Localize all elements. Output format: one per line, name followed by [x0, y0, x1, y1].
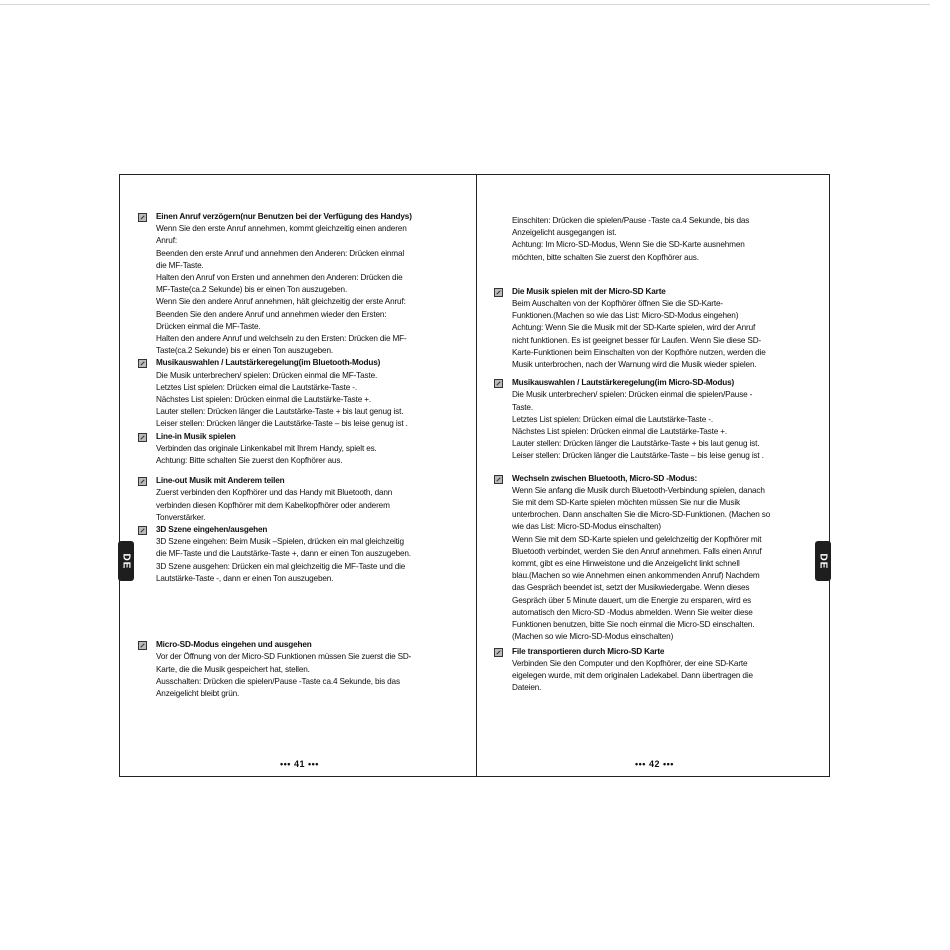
text-line: Funktionen.(Machen so wie das List: Micro-SD-Modus eingehen) [512, 311, 739, 321]
text-line: wie das List: Micro-SD-Modus einschalten) [512, 522, 662, 532]
text-line: Leiser stellen: Drücken länger die Lautstärke-Taste – bis leise genug ist . [156, 419, 408, 429]
text-line: Halten den Anruf von Ersten und annehmen den Anderen: Drücken die [156, 273, 403, 283]
text-line: Achtung: Wenn Sie die Musik mit der SD-Karte spielen, wird der Anruf [512, 323, 756, 333]
text-line: Karte-Funktionen beim Einschalten von der Kopfhöre nutzen, werden die [512, 347, 766, 357]
page-number-right: ••• 42 ••• [635, 759, 674, 769]
text-line: Lauter stellen: Drücken länger die Lautstärke-Taste + bis laut genug ist. [156, 407, 404, 417]
text-line: blau.(Machen so wie Annehmen einen ankommenden Anruf) Nachdem [512, 571, 760, 581]
page-divider [476, 175, 477, 776]
section-line-in [138, 431, 468, 468]
text-line: Letztes List spielen: Drücken eimal die Lautstärke-Taste -. [512, 414, 713, 424]
text-line: Letztes List spielen: Drücken eimal die Lautstärke-Taste -. [156, 382, 357, 392]
section-bullet-icon [138, 526, 147, 535]
text-line: Leiser stellen: Drücken länger die Lautstärke-Taste – bis leise genug ist . [512, 451, 764, 461]
text-line: Karte, die die Musik gespeichert hat, stellen. [156, 664, 310, 674]
section-bullet-icon [138, 433, 147, 442]
text-line: Beim Auschalten von der Kopfhörer öffnen Sie die SD-Karte- [512, 299, 723, 309]
manual-spread [119, 174, 830, 777]
text-line: Halten den andere Anruf und welchseln zu den Ersten: Drücken die MF- [156, 334, 407, 344]
text-line: Einschiten: Drücken die spielen/Pause -Taste ca.4 Sekunde, bis das [512, 216, 750, 225]
text-line: Verbinden das originale Linkenkabel mit Ihrem Handy, spielt es. [156, 443, 377, 453]
text-line: 3D Szene eingehen: Beim Musik –Spielen, drücken ein mal gleichzeitig [156, 537, 404, 547]
section-bullet-icon [138, 641, 147, 650]
text-line: nicht funktionen. Es ist geeignet besser für Laufen. Wenn Sie diese SD- [512, 335, 762, 345]
text-line: Drücken einmal die MF-Taste. [156, 321, 261, 331]
section-line-out [138, 475, 468, 524]
section-micro-sd-modus [138, 639, 468, 700]
text-line: Verbinden Sie den Computer und den Kopfhörer, der eine SD-Karte [512, 658, 748, 668]
text-line: Lautstärke-Taste -, dann er einen Ton auszugeben. [156, 573, 334, 583]
text-line: Wenn Sie anfang die Musik durch Bluetooth-Verbindung spielen, danach [512, 485, 765, 495]
section-3d-szene [138, 524, 468, 585]
text-line: Sie mit dem SD-Karte spielen möchten müssen Sie nur die Musik [512, 498, 740, 508]
text-line: 3D Szene ausgehen: Drücken ein mal gleichzeitig die MF-Taste und die [156, 561, 406, 571]
text-line: Bluetooth verbindet, werden Sie den Anruf annehmen. Falls einen Anruf [512, 546, 762, 556]
section-file-transport [494, 646, 814, 695]
text-line: unterbrochen. Dann anschalten Sie die Micro-SD-Funktionen. (Machen so [512, 510, 771, 520]
text-line: Musik unterbrochen, nach der Warnung wird die Musik wieder spielen. [512, 360, 757, 370]
language-tab-label: DE [120, 553, 132, 569]
text-line: Achtung: Bitte schalten Sie zuerst den Kopfhörer aus. [156, 456, 343, 466]
text-line: Wenn Sie mit dem SD-Karte spielen und gelelchzeitig der Kopfhörer mit [512, 534, 762, 544]
section-heading: Line-in Musik spielen [156, 431, 236, 441]
text-line: Beenden Sie den andere Anruf und annehmen wieder den Ersten: [156, 309, 387, 319]
section-heading: Musikauswahlen / Lautstärkeregelung(im Bluetooth-Modus) [156, 358, 381, 368]
text-line: die MF-Taste und die Lautstärke-Taste +, dann er einen Ton auszugeben. [156, 549, 411, 559]
text-line: (Machen so wie Micro-SD-Modus einschalten) [512, 632, 674, 642]
section-heading: Musikauswahlen / Lautstärkeregelung(im Micro-SD-Modus) [512, 378, 735, 388]
section-musikauswahlen-sd [494, 377, 814, 462]
section-heading: Line-out Musik mit Anderem teilen [156, 476, 285, 486]
text-line: Taste(ca.2 Sekunde) bis er einen Ton auszugeben. [156, 346, 333, 356]
section-musik-sd-karte [494, 286, 814, 371]
section-heading: 3D Szene eingehen/ausgehen [156, 525, 268, 535]
section-bullet-icon [494, 379, 503, 388]
text-line: Wenn Sie den andere Anruf annehmen, hält gleichzeitig der erste Anruf: [156, 297, 406, 307]
text-line: Ausschalten: Drücken die spielen/Pause -Taste ca.4 Sekunde, bis das [156, 676, 400, 686]
top-rule [0, 4, 930, 5]
text-line: Tonverstärker. [156, 512, 206, 522]
section-bullet-icon [138, 359, 147, 368]
text-line: Zuerst verbinden den Kopfhörer und das Handy mit Bluetooth, dann [156, 488, 393, 498]
text-line: Die Musik unterbrechen/ spielen: Drücken einmal die spielen/Pause - [512, 390, 753, 400]
section-heading: Micro-SD-Modus eingehen und ausgehen [156, 640, 312, 650]
language-tab-left [118, 541, 134, 581]
text-line: verbinden diesen Kopfhörer mit dem Kabelkopfhörer oder anderem [156, 500, 390, 510]
language-tab-label: DE [817, 553, 829, 569]
section-wechseln [494, 473, 814, 644]
section-heading: Die Musik spielen mit der Micro-SD Karte [512, 286, 666, 296]
text-line: Nächstes List spielen: Drücken einmal die Lautstärke-Taste +. [512, 427, 727, 437]
section-bullet-icon [494, 648, 503, 657]
text-line: Die Musik unterbrechen/ spielen: Drücken einmal die MF-Taste. [156, 370, 378, 380]
left-page [138, 211, 468, 700]
text-line: Nächstes List spielen: Drücken einmal die Lautstärke-Taste +. [156, 395, 371, 405]
section-bullet-icon [138, 213, 147, 222]
intro-text [494, 215, 814, 264]
text-line: Beenden den erste Anruf und annehmen den Anderen: Drücken einmal [156, 248, 405, 258]
text-line: kommt, gibt es eine Hinweistone und die Anzeigelicht linkt schnell [512, 559, 740, 569]
text-line: Taste. [512, 402, 533, 412]
right-page [494, 215, 814, 694]
text-line: Vor der Öffnung von der Micro-SD Funktionen müssen Sie zuerst die SD- [156, 652, 412, 662]
text-line: Anzeigelicht ausgegangen ist. [512, 228, 617, 238]
section-anruf-verzoegern [138, 211, 468, 357]
text-line: MF-Taste(ca.2 Sekunde) bis er einen Ton auszugeben. [156, 285, 348, 295]
text-line: Dateien. [512, 683, 542, 693]
section-bullet-icon [494, 288, 503, 297]
text-line: automatisch den Micro-SD -Modus abmelden. Wenn Sie weiter diese [512, 607, 753, 617]
text-line: Funktionen benutzen, bitte Sie noch einmal die Micro-SD einschalten. [512, 620, 755, 630]
text-line: eigelegen wurde, mit dem originalen Ladekabel. Dann übertragen die [512, 670, 753, 680]
section-heading: Einen Anruf verzögern(nur Benutzen bei der Verfügung des Handys) [156, 212, 412, 221]
text-line: Gespräch über 5 Minute dauert, um die Energie zu ersparen, wird es [512, 595, 752, 605]
text-line: das Gespräch beendet ist, setzt der Musikwiedergabe. Wenn dieses [512, 583, 750, 593]
text-line: möchten, bitte schalten Sie zuerst den Kopfhörer aus. [512, 252, 699, 262]
section-bullet-icon [494, 475, 503, 484]
page-number-left: ••• 41 ••• [280, 759, 319, 769]
text-line: Anruf: [156, 236, 177, 246]
section-heading: Wechseln zwischen Bluetooth, Micro-SD -Modus: [512, 473, 698, 483]
language-tab-right [815, 541, 831, 581]
text-line: Lauter stellen: Drücken länger die Lautstärke-Taste + bis laut genug ist. [512, 439, 760, 449]
section-musikauswahlen-bluetooth [138, 357, 468, 430]
text-line: Wenn Sie den erste Anruf annehmen, kommt gleichzeitig einen anderen [156, 224, 407, 234]
text-line: die MF-Taste. [156, 260, 204, 270]
section-bullet-icon [138, 477, 147, 486]
text-line: Achtung: Im Micro-SD-Modus, Wenn Sie die SD-Karte ausnehmen [512, 240, 745, 250]
text-line: Anzeigelicht bleibt grün. [156, 688, 240, 698]
section-heading: File transportieren durch Micro-SD Karte [512, 646, 665, 656]
